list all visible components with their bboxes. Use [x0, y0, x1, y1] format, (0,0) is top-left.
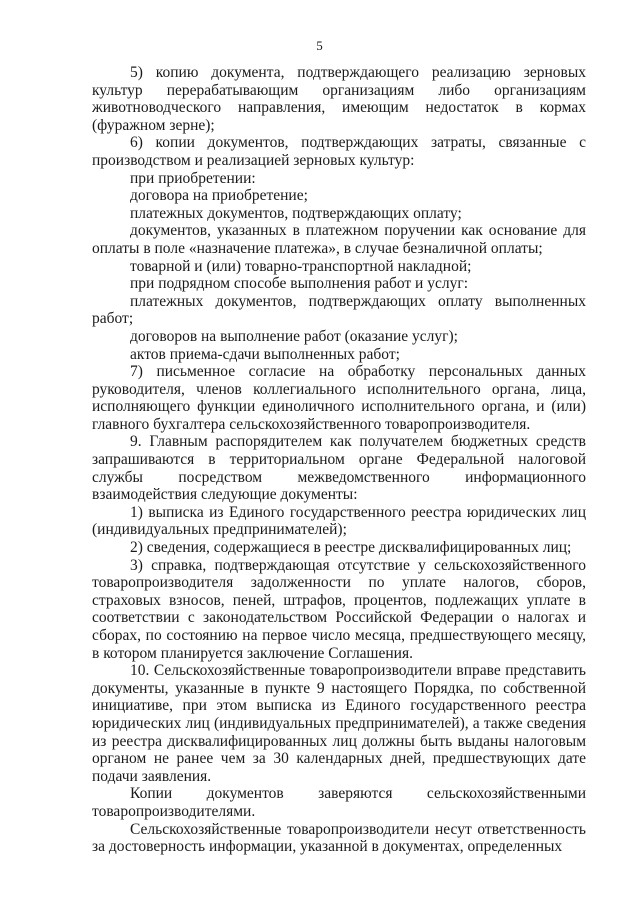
- paragraph: Копии документов заверяются сельскохозяйственными товаропроизводителями.: [92, 785, 586, 820]
- paragraph: актов приема-сдачи выполненных работ;: [130, 345, 400, 363]
- paragraph: при подрядном способе выполнения работ и услуг:: [130, 275, 469, 293]
- paragraph: 7) письменное согласие на обработку персональных данных руководителя, членов коллегиального исполнительного органа, лица, исполняющего функции единоличного исполнительного органа, и (или) главного бухгалтера сельскохозяйственного товаропроизводителя.: [92, 363, 586, 433]
- paragraph: товарной и (или) товарно-транспортной накладной;: [130, 257, 472, 275]
- paragraph: 1) выписка из Единого государственного реестра юридических лиц (индивидуальных предпринимателей);: [92, 503, 586, 539]
- paragraph: 2) сведения, содержащиеся в реестре дисквалифицированных лиц;: [130, 539, 572, 557]
- paragraph: Сельскохозяйственные товаропроизводители несут ответственность за достоверность информации, указанной в документах, определенных: [92, 820, 586, 856]
- page-number: 5: [316, 38, 323, 53]
- paragraph: 3) справка, подтверждающая отсутствие у сельскохозяйственного товаропроизводителя задолженности по уплате налогов, сборов, страховых взносов, пеней, штрафов, процентов, подлежащих уплате в соответствии с законодательством Российской Федерации о налогах и сборах, по состоянию на первое число месяца, предшествующего месяцу, в котором планируется заключение Соглашения.: [92, 556, 586, 662]
- paragraph: 10. Сельскохозяйственные товаропроизводители вправе представить документы, указанные в пункте 9 настоящего Порядка, по собственной инициативе, при этом выписка из Единого государственного реестра юридических лиц (индивидуальных предпринимателей), а также сведения из реестра дисквалифицированных лиц должны быть выданы налоговым органом не ранее чем за 30 календарных дней, предшествующих дате подачи заявления.: [92, 662, 586, 785]
- paragraph: платежных документов, подтверждающих оплату выполненных работ;: [92, 292, 586, 328]
- paragraph: договора на приобретение;: [130, 187, 308, 205]
- paragraph: при приобретении:: [130, 169, 256, 187]
- paragraph: 9. Главным распорядителем как получателем бюджетных средств запрашиваются в территориальном органе Федеральной налоговой службы посредством межведомственного информационного взаимодействия следующие документы:: [92, 433, 586, 504]
- paragraph: платежных документов, подтверждающих оплату;: [130, 204, 462, 222]
- paragraph: документов, указанных в платежном поручении как основание для оплаты в поле «назначение платежа», в случае безналичной оплаты;: [92, 222, 586, 257]
- paragraph: 6) копии документов, подтверждающих затраты, связанные с производством и реализацией зерновых культур:: [92, 134, 586, 169]
- paragraph: 5) копию документа, подтверждающего реализацию зерновых культур перерабатывающим организациям либо организациям животноводческого направления, имеющим недостаток в кормах (фуражном зерне);: [92, 64, 586, 134]
- document-body: [92, 64, 586, 856]
- paragraph: договоров на выполнение работ (оказание услуг);: [130, 327, 458, 345]
